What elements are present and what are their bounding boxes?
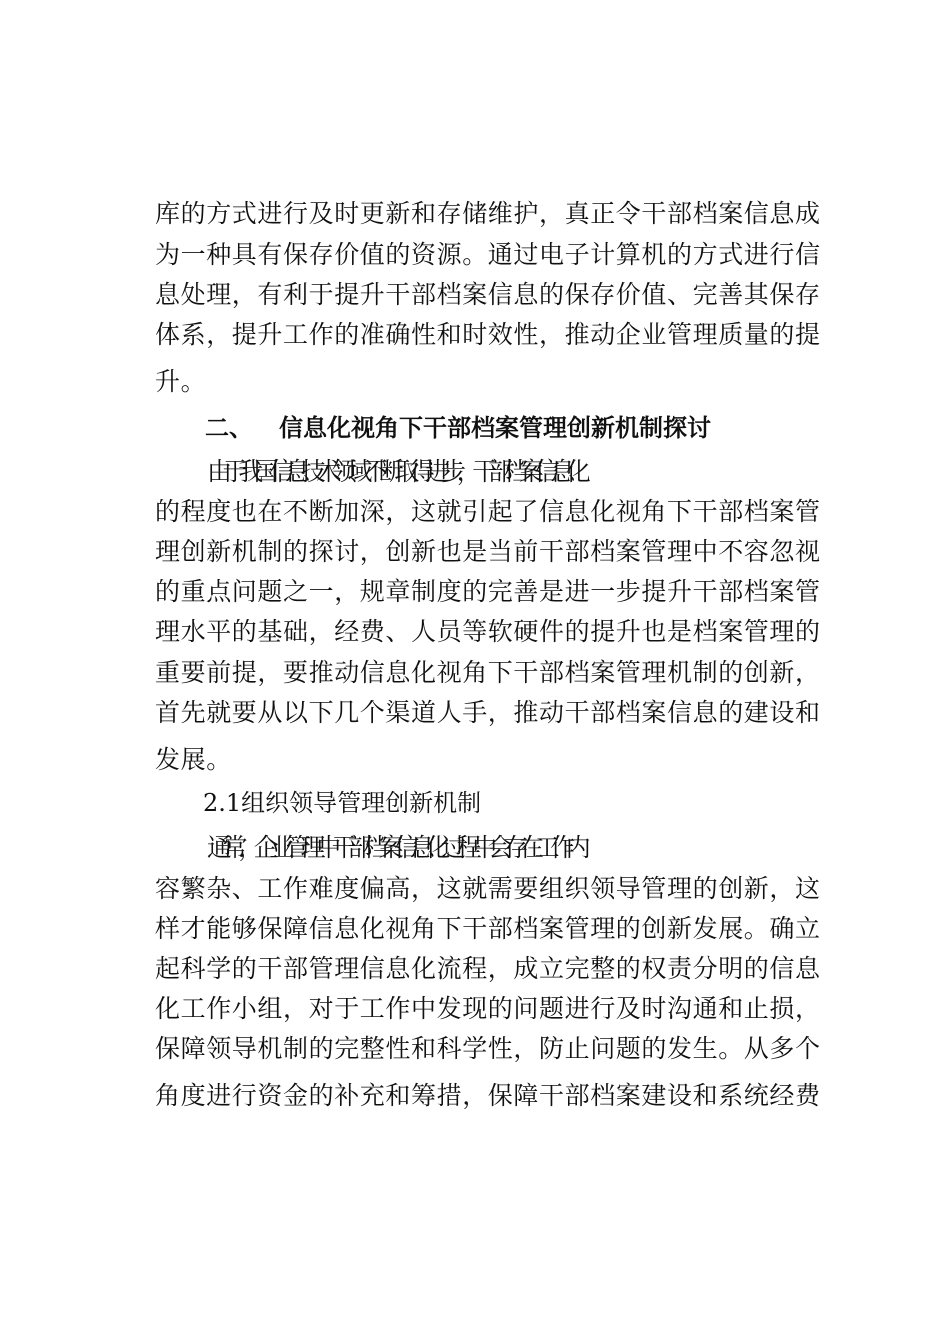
paragraph-2-line-1: 由于我国信息技术领域不断取得进步，干部档案信息化 xyxy=(207,457,582,486)
section-title: 信息化视角下干部档案管理创新机制探讨 xyxy=(279,414,711,442)
paragraph-2-line-5: 理水平的基础，经费、人员等软硬件的提升也是档案管理的 xyxy=(155,617,821,646)
paragraph-3-line-6: 保障领导机制的完整性和科学性，防止问题的发生。从多个 xyxy=(155,1034,821,1063)
paragraph-1-line-2: 为一种具有保存价值的资源。通过电子计算机的方式进行信 xyxy=(155,240,821,269)
paragraph-2-line-4: 的重点问题之一，规章制度的完善是进一步提升干部档案管 xyxy=(155,577,821,606)
paragraph-3-line-7: 角度进行资金的补充和筹措，保障干部档案建设和系统经费 xyxy=(155,1081,821,1110)
paragraph-3-line-4: 起科学的干部管理信息化流程，成立完整的权责分明的信息 xyxy=(155,954,821,983)
paragraph-1-line-5: 升。 xyxy=(155,367,207,396)
paragraph-2-line-7: 首先就要从以下几个渠道人手，推动干部档案信息的建设和 xyxy=(155,698,821,727)
paragraph-1-line-4: 体系，提升工作的准确性和时效性，推动企业管理质量的提 xyxy=(155,320,821,349)
paragraph-1-line-1: 库的方式进行及时更新和存储维护，真正令干部档案信息成 xyxy=(155,199,821,228)
paragraph-3-line-1: 通常，企业管理中干部档案信息化过程中会存在工作内 xyxy=(207,833,582,862)
paragraph-2-line-2: 的程度也在不断加深，这就引起了信息化视角下干部档案管 xyxy=(155,497,821,526)
paragraph-1-line-3: 息处理，有利于提升干部档案信息的保存价值、完善其保存 xyxy=(155,280,821,309)
paragraph-2-line-8: 发展。 xyxy=(155,745,232,774)
paragraph-3-line-5: 化工作小组，对于工作中发现的问题进行及时沟通和止损， xyxy=(155,994,821,1023)
paragraph-2-line-6: 重要前提，要推动信息化视角下干部档案管理机制的创新， xyxy=(155,658,821,687)
paragraph-2-line-3: 理创新机制的探讨，创新也是当前干部档案管理中不容忽视 xyxy=(155,537,821,566)
section-number: 二、 xyxy=(205,414,253,442)
paragraph-3-line-2: 容繁杂、工作难度偏高，这就需要组织领导管理的创新，这 xyxy=(155,874,821,903)
subsection-heading: 2.1组织领导管理创新机制 xyxy=(203,789,482,817)
section-heading xyxy=(205,413,711,443)
paragraph-3-line-3: 样才能够保障信息化视角下干部档案管理的创新发展。确立 xyxy=(155,914,821,943)
